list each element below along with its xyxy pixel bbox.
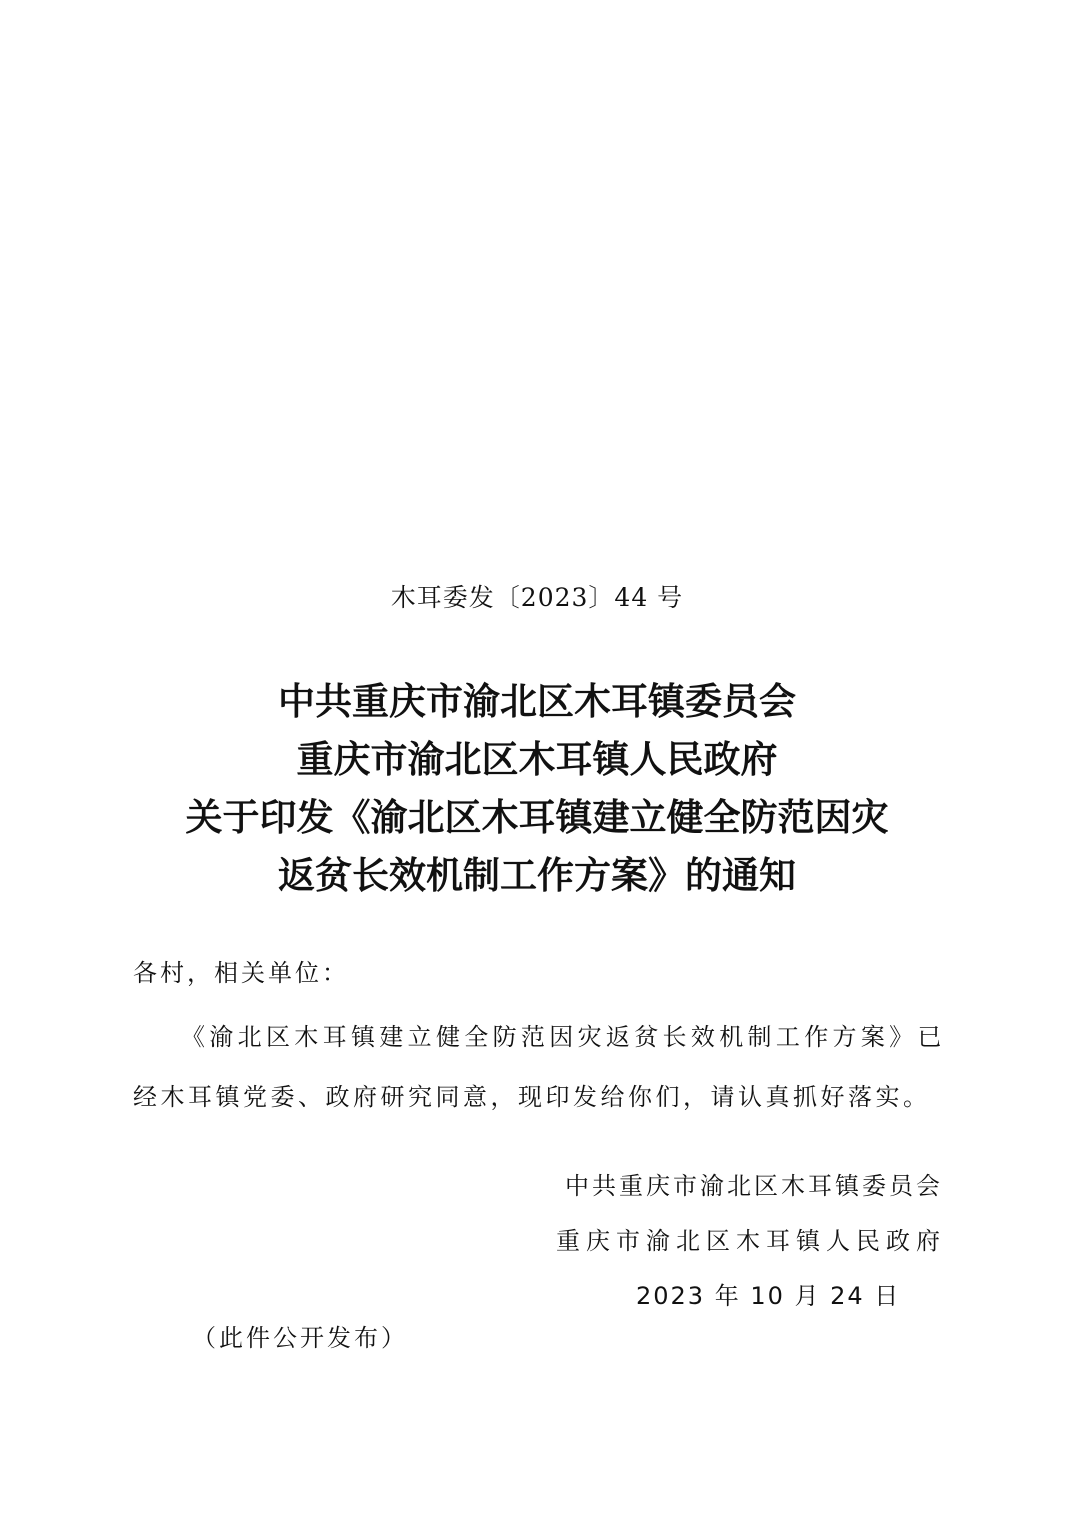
title-line: 返贫长效机制工作方案》的通知 [278,853,796,897]
signature-government: 重庆市渝北区木耳镇人民政府 [556,1227,946,1255]
public-release-note: （此件公开发布） [192,1324,408,1352]
document-number: 木耳委发〔2023〕44 号 [390,583,684,612]
salutation: 各村，相关单位： [133,959,349,987]
title-line: 重庆市渝北区木耳镇人民政府 [296,737,778,781]
body-paragraph: 《渝北区木耳镇建立健全防范因灾返贫长效机制工作方案》已经木耳镇党委、政府研究同意，现印发给你们，请认真抓好落实。 [133,1023,945,1111]
title-line: 中共重庆市渝北区木耳镇委员会 [278,679,796,723]
issue-date: 2023 年 10 月 24 日 [636,1282,901,1310]
signature-party-committee: 中共重庆市渝北区木耳镇委员会 [565,1172,943,1200]
document-title [0,672,1074,904]
title-line: 关于印发《渝北区木耳镇建立健全防范因灾 [185,795,889,839]
